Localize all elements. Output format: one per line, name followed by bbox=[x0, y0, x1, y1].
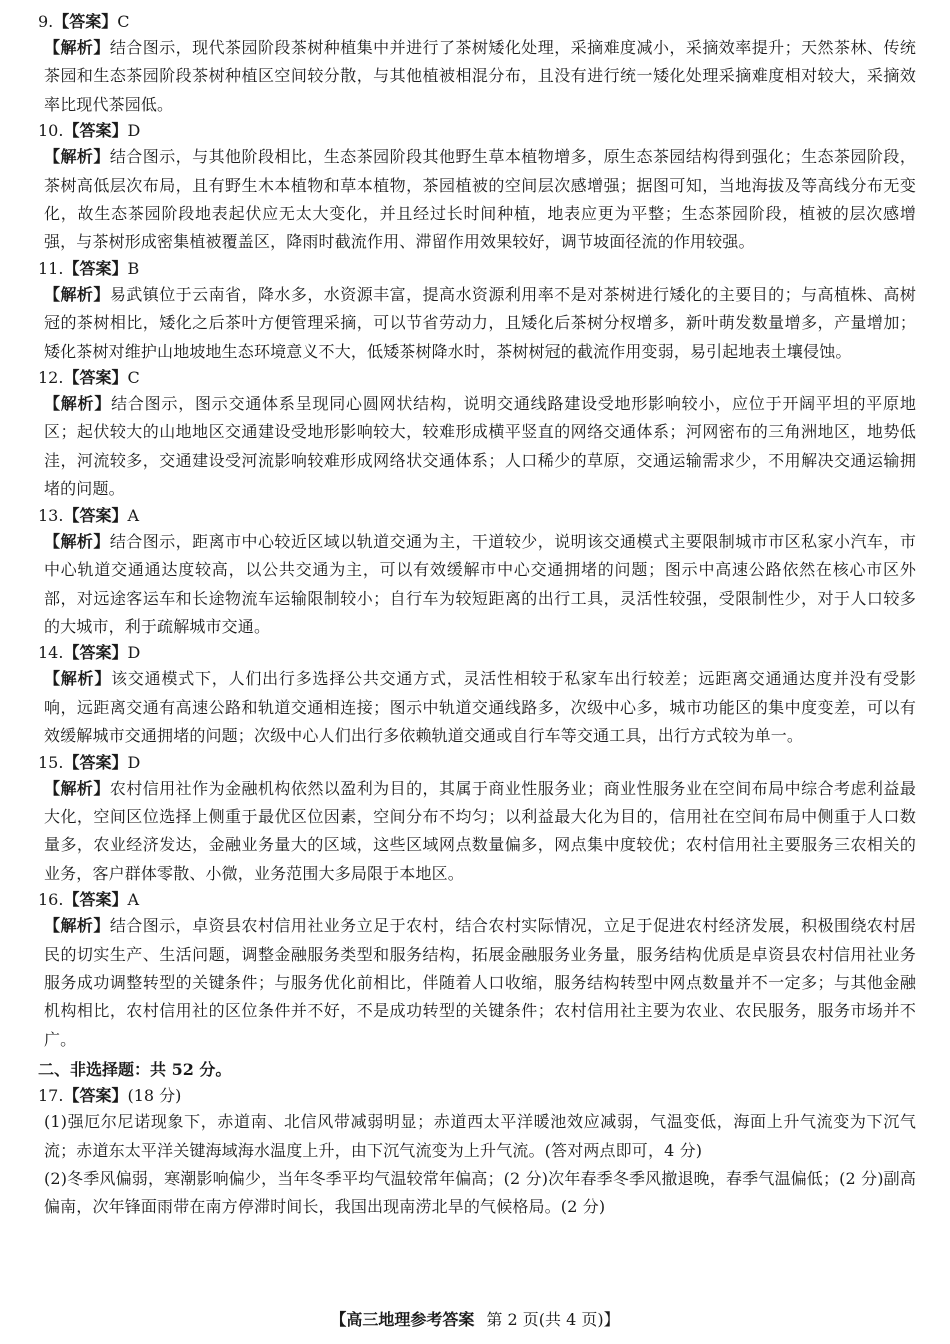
analysis-label: 【解析】 bbox=[44, 669, 112, 689]
analysis-text: 农村信用社作为金融机构依然以盈利为目的，其属于商业性服务业；商业性服务业在空间布局中综合考虑利益最大化，空间区位选择上侧重于最优区位因素，空间分布不均匀；以利益最大化为目的，信用社在空间布局中侧重于人口数量多，农业经济发达，金融业务量大的区域，这些区域网点数量偏多，网点集中度较优；农村信用社主要服务三农相关的业务，客户群体零散、小微，业务范围大多局限于本地区。 bbox=[44, 778, 916, 883]
analysis-text: 结合图示，卓资县农村信用社业务立足于农村，结合农村实际情况，立足于促进农村经济发展，积极围绕农村居民的切实生产、生活问题，调整金融服务类型和服务结构，拓展金融服务业务量，服务结构优质是卓资县农村信用社业务服务成功调整转型的关键条件；与服务优化前相比，伴随着人口收缩，服务结构转型中网点数量并不一定多；与其他金融机构相比，农村信用社的区位条件并不好，不是成功转型的关键条件；农村信用社主要为农业、农民服务，服务市场并不广。 bbox=[44, 916, 916, 1049]
page-footer bbox=[0, 1307, 950, 1330]
answer-value: D bbox=[127, 752, 141, 772]
answer-label: 【答案】 bbox=[63, 121, 128, 141]
answer-item-15 bbox=[38, 751, 916, 889]
item-number: 9. bbox=[38, 12, 54, 31]
item-number: 10. bbox=[38, 121, 64, 141]
page-number: 第 2 页(共 4 页)】 bbox=[486, 1310, 620, 1329]
analysis-label: 【解析】 bbox=[44, 147, 110, 167]
answer-item-17 bbox=[38, 1084, 916, 1222]
answer-value: A bbox=[127, 505, 140, 525]
answer-label: 【答案】 bbox=[63, 368, 128, 388]
analysis-label: 【解析】 bbox=[44, 38, 110, 57]
answer-value: D bbox=[127, 643, 141, 663]
item-number: 16. bbox=[38, 890, 64, 910]
answer-label: 【答案】 bbox=[53, 12, 118, 31]
analysis-label: 【解析】 bbox=[44, 778, 110, 798]
score: (18 分) bbox=[127, 1086, 182, 1106]
analysis-label: 【解析】 bbox=[44, 284, 110, 304]
item-number: 14. bbox=[38, 643, 64, 663]
section-title: 二、非选择题：共 52 分。 bbox=[38, 1060, 232, 1080]
answer-label: 【答案】 bbox=[63, 643, 128, 663]
item-number: 11. bbox=[38, 258, 64, 278]
answer-item-16 bbox=[38, 888, 916, 1054]
analysis-label: 【解析】 bbox=[44, 394, 112, 414]
footer-title: 【高三地理参考答案 bbox=[330, 1310, 475, 1329]
answer-item-9 bbox=[38, 10, 916, 119]
answer-item-10 bbox=[38, 119, 916, 257]
analysis-text: 结合图示，现代茶园阶段茶树种植集中并进行了茶树矮化处理，采摘难度减小，采摘效率提升；天然茶林、传统茶园和生态茶园阶段茶树种植区空间较分散，与其他植被相混分布，且没有进行统一矮化处理采摘难度相对较大，采摘效率比现代茶园低。 bbox=[44, 38, 916, 114]
answer-part-2: (2)冬季风偏弱，寒潮影响偏少，当年冬季平均气温较常年偏高；(2 分)次年春季冬季风撤退晚，春季气温偏低；(2 分)副高偏南，次年锋面雨带在南方停滞时间长，我国出现南涝北旱的气候格局。(2 分) bbox=[44, 1169, 916, 1217]
item-number: 12. bbox=[38, 368, 64, 388]
analysis-label: 【解析】 bbox=[44, 531, 110, 551]
answer-value: C bbox=[117, 12, 130, 31]
answer-part-1: (1)强厄尔尼诺现象下，赤道南、北信风带减弱明显；赤道西太平洋暖池效应减弱，气温变低，海面上升气流变为下沉气流；赤道东太平洋关键海域海水温度上升，由下沉气流变为上升气流。(答对两点即可，4 分) bbox=[44, 1112, 916, 1160]
analysis-text: 结合图示，与其他阶段相比，生态茶园阶段其他野生草本植物增多，原生态茶园结构得到强化；生态茶园阶段，茶树高低层次布局，且有野生木本植物和草本植物，茶园植被的空间层次感增强；据图可知，当地海拔及等高线分布无变化，故生态茶园阶段地表起伏应无太大变化，并且经过长时间种植，地表应更为平整；生态茶园阶段，植被的层次感增强，与茶树形成密集植被覆盖区，降雨时截流作用、滞留作用效果较好，调节坡面径流的作用较强。 bbox=[44, 147, 916, 252]
answer-item-11 bbox=[38, 257, 916, 366]
answer-item-12 bbox=[38, 366, 916, 504]
answer-item-14 bbox=[38, 641, 916, 750]
answer-value: D bbox=[127, 121, 141, 141]
answer-label: 【答案】 bbox=[63, 258, 128, 278]
analysis-text: 结合图示，距离市中心较近区域以轨道交通为主，干道较少，说明该交通模式主要限制城市市区私家小汽车，市中心轨道交通通达度较高，以公共交通为主，可以有效缓解市中心交通拥堵的问题；图示中高速公路依然在核心市区外部，对远途客运车和长途物流车运输限制较小；自行车为较短距离的出行工具，灵活性较强，受限制性少，对于人口较多的大城市，利于疏解城市交通。 bbox=[44, 531, 916, 636]
analysis-text: 该交通模式下，人们出行多选择公共交通方式，灵活性相较于私家车出行较差；远距离交通通达度并没有受影响，远距离交通有高速公路和轨道交通相连接；图示中轨道交通线路多，次级中心多，城市功能区的集中度变差，可以有效缓解城市交通拥堵的问题；次级中心人们出行多依赖轨道交通或自行车等交通工具，出行方式较为单一。 bbox=[44, 669, 916, 746]
item-number: 15. bbox=[38, 752, 64, 772]
answer-label: 【答案】 bbox=[63, 890, 128, 910]
analysis-text: 结合图示，图示交通体系呈现同心圆网状结构，说明交通线路建设受地形影响较小，应位于开阔平坦的平原地区；起伏较大的山地地区交通建设受地形影响较大，较难形成横平竖直的网络交通体系；河网密布的三角洲地区，地势低洼，河流较多，交通建设受河流影响较难形成网络状交通体系；人口稀少的草原，交通运输需求少，不用解决交通运输拥堵的问题。 bbox=[44, 394, 916, 499]
answer-label: 【答案】 bbox=[63, 752, 128, 772]
answer-value: C bbox=[127, 368, 140, 388]
answer-item-13 bbox=[38, 504, 916, 642]
answer-label: 【答案】 bbox=[63, 1086, 128, 1106]
analysis-label: 【解析】 bbox=[44, 916, 110, 936]
item-number: 13. bbox=[38, 505, 64, 525]
item-number: 17. bbox=[38, 1086, 64, 1106]
answer-label: 【答案】 bbox=[63, 505, 128, 525]
answer-value: A bbox=[127, 890, 140, 910]
analysis-text: 易武镇位于云南省，降水多，水资源丰富，提高水资源利用率不是对茶树进行矮化的主要目的；与高植株、高树冠的茶树相比，矮化之后茶叶方便管理采摘，可以节省劳动力，且矮化后茶树分杈增多，新叶萌发数量增多，产量增加；矮化茶树对维护山地坡地生态环境意义不大，低矮茶树降水时，茶树树冠的截流作用变弱，易引起地表土壤侵蚀。 bbox=[44, 284, 916, 361]
answer-value: B bbox=[127, 258, 140, 278]
